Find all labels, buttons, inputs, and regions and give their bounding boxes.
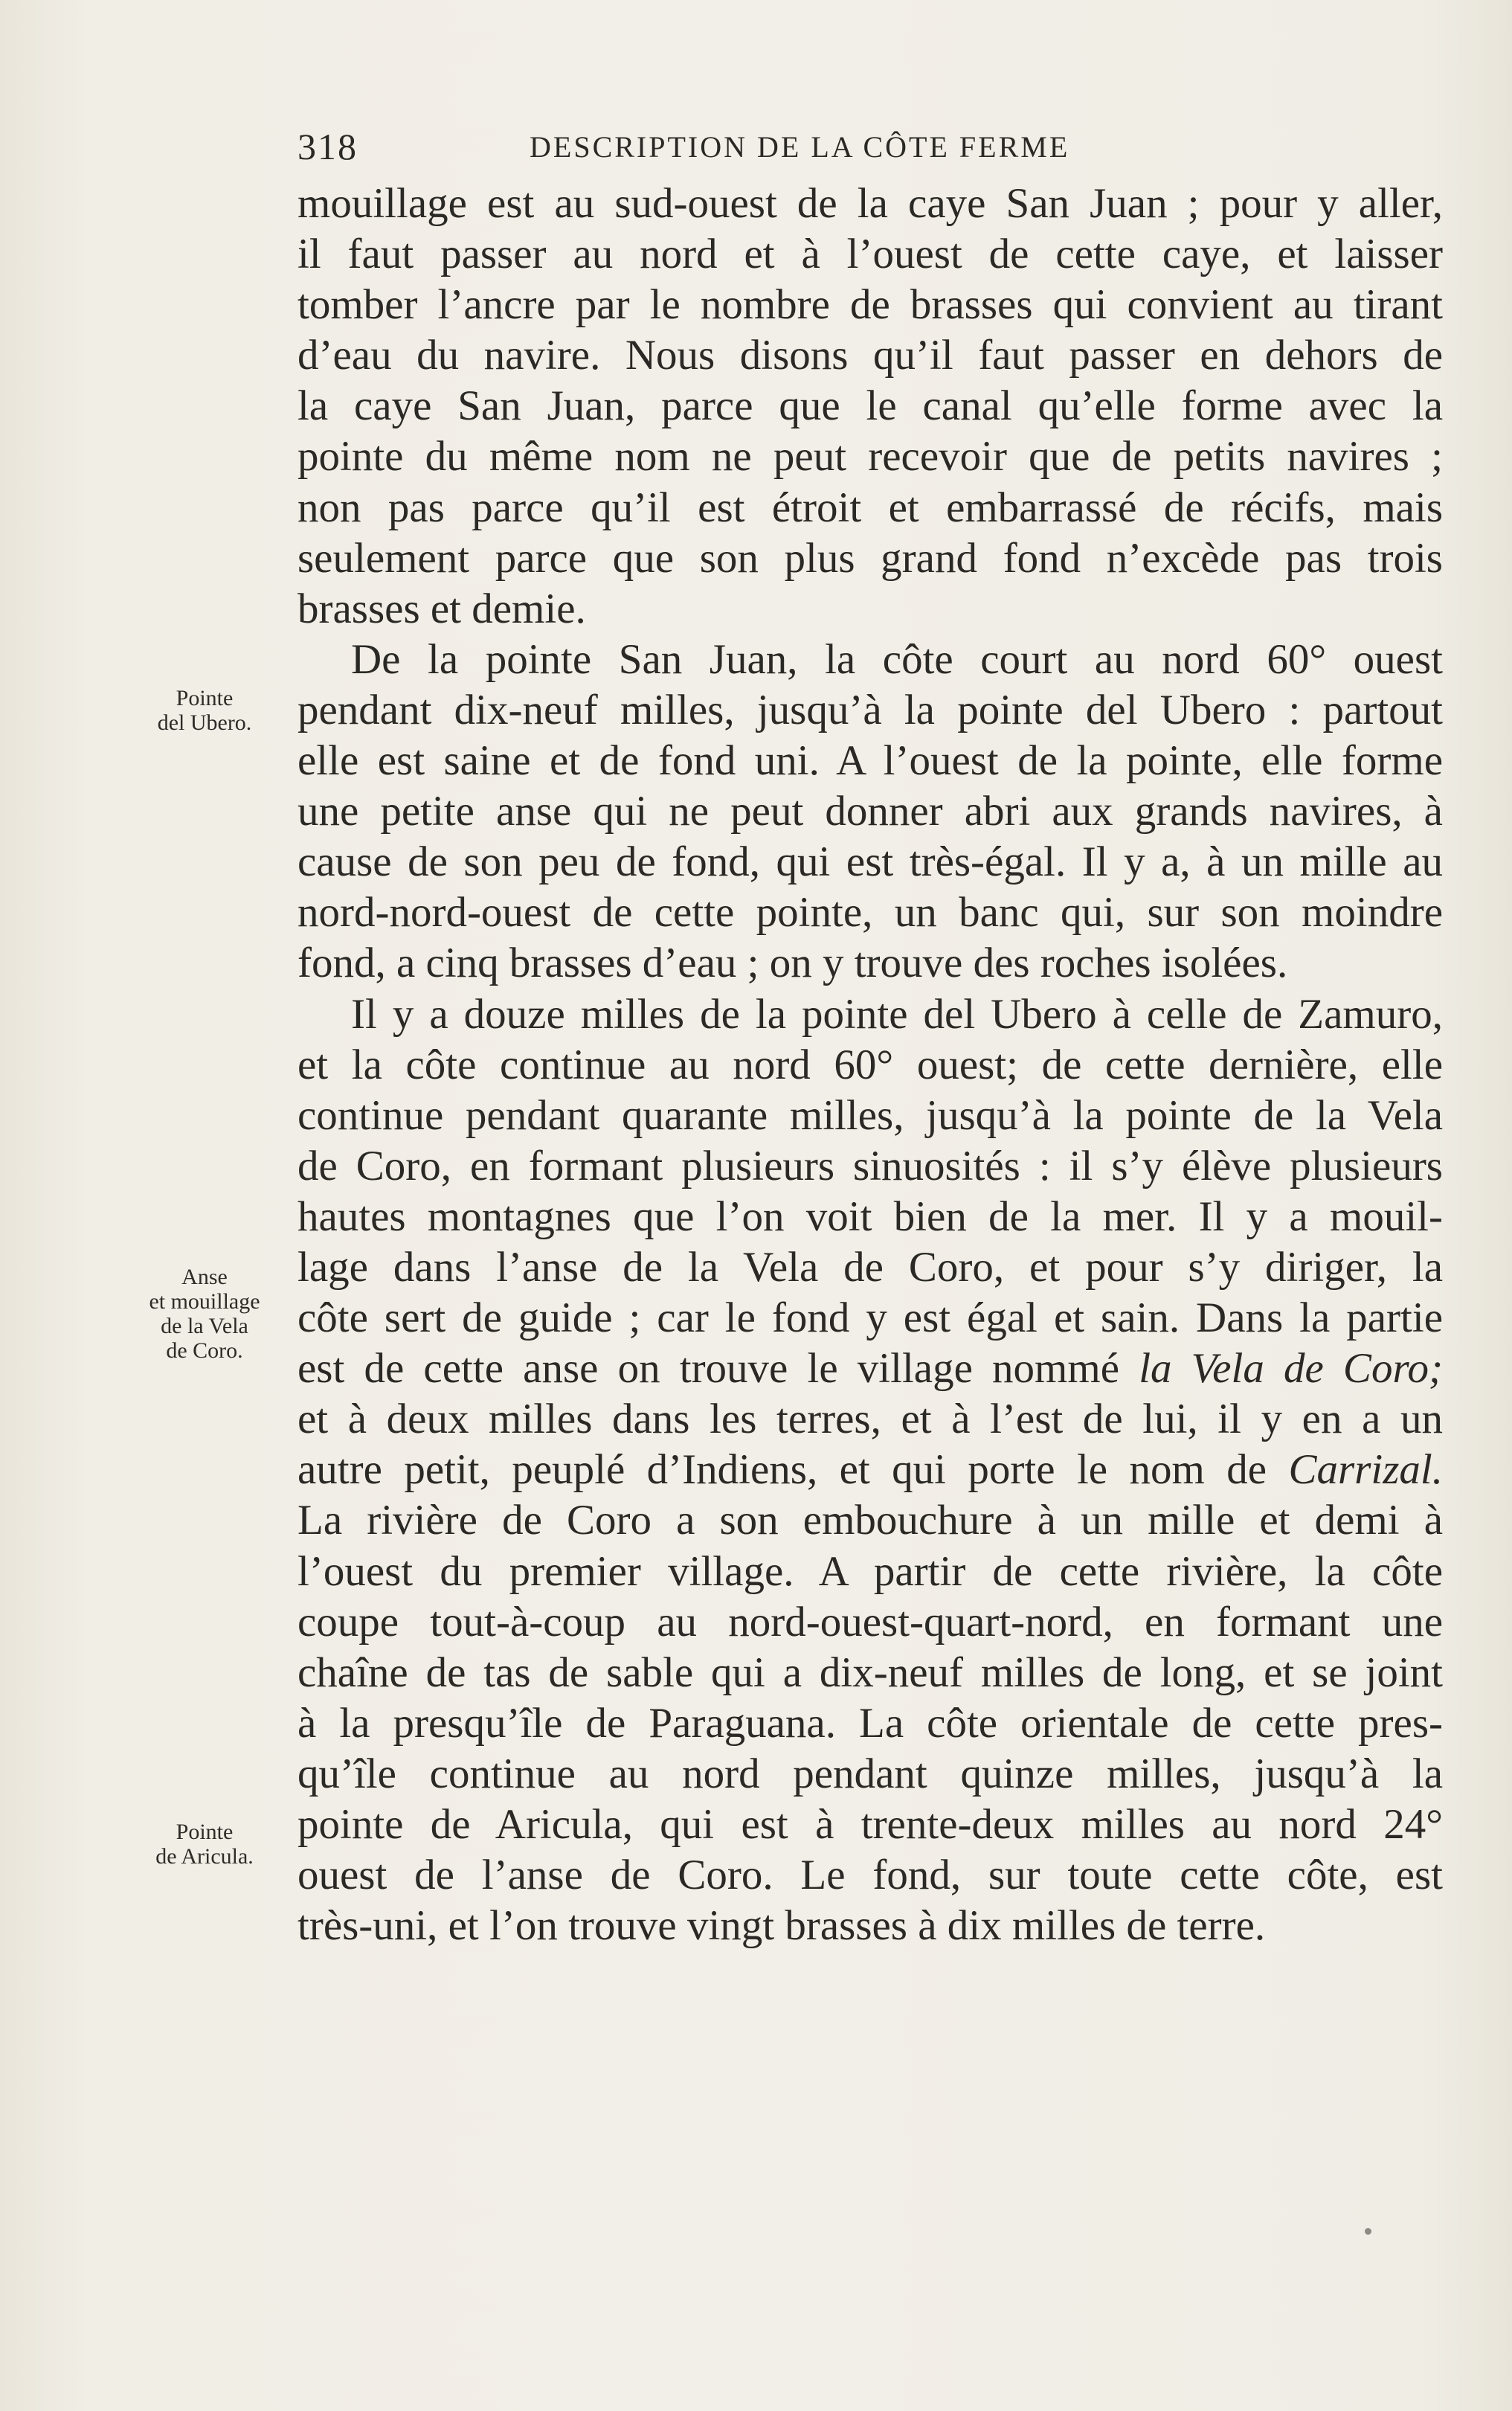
italic-place-name: la Vela de Coro;: [1139, 1345, 1443, 1393]
text-line-with-italic: [297, 1343, 1443, 1394]
text-line: d’eau du navire. Nous disons qu’il faut passer en dehors de: [297, 332, 1443, 379]
text-line: à la presqu’île de Paraguana. La côte orientale de cette pres-: [297, 1699, 1443, 1747]
margin-note-line: de Coro.: [166, 1338, 243, 1363]
text-line: et à deux milles dans les terres, et à l’est de lui, il y en a un: [297, 1396, 1443, 1443]
text-line: qu’île continue au nord pendant quinze milles, jusqu’à la: [297, 1750, 1443, 1797]
text-line: non pas parce qu’il est étroit et embarrassé de récifs, mais: [297, 484, 1443, 531]
text-line: La rivière de Coro a son embouchure à un mille et demi à: [297, 1497, 1443, 1544]
margin-note-anse-vela-de-coro: [123, 1265, 286, 1363]
text-line: pendant dix-neuf milles, jusqu’à la pointe del Ubero : partout: [297, 686, 1443, 733]
page-number: 318: [297, 126, 358, 167]
running-header: [297, 125, 1201, 170]
margin-note-line: Anse: [181, 1265, 228, 1289]
text-line: de Coro, en formant plusieurs sinuosités : il s’y élève plusieurs: [297, 1142, 1443, 1190]
text-line-with-italic: [297, 1445, 1443, 1495]
text-line: une petite anse qui ne peut donner abri aux grands navires, à: [297, 788, 1443, 835]
paragraph-start-line: Il y a douze milles de la pointe del Ubero à celle de Zamuro,: [351, 990, 1443, 1038]
text-line: mouillage est au sud-ouest de la caye San Juan ; pour y aller,: [297, 180, 1443, 227]
margin-note-line: et mouillage: [149, 1289, 260, 1314]
text-line: pointe du même nom ne peut recevoir que de petits navires ;: [297, 433, 1443, 481]
margin-note-pointe-del-ubero: [123, 686, 286, 735]
text-line: et la côte continue au nord 60° ouest; de cette dernière, elle: [297, 1041, 1443, 1088]
text-line: ouest de l’anse de Coro. Le fond, sur toute cette côte, est: [297, 1852, 1443, 1899]
text-line: continue pendant quarante milles, jusqu’à la pointe de la Vela: [297, 1091, 1443, 1139]
text-line: elle est saine et de fond uni. A l’ouest de la pointe, elle forme: [297, 737, 1443, 785]
text-segment: est de cette anse on trouve le village nommé: [297, 1345, 1120, 1393]
text-line: tomber l’ancre par le nombre de brasses qui convient au tirant: [297, 281, 1443, 329]
italic-place-name: Carrizal.: [1288, 1446, 1443, 1494]
margin-note-line: de la Vela: [161, 1314, 248, 1338]
margin-note-line: Pointe: [176, 686, 234, 710]
text-line: seulement parce que son plus grand fond n’excède pas trois: [297, 534, 1443, 582]
margin-note-pointe-de-aricula: [123, 1820, 286, 1869]
text-line: coupe tout-à-coup au nord-ouest-quart-nord, en formant une: [297, 1598, 1443, 1646]
margin-note-line: Pointe: [176, 1820, 234, 1844]
running-title: DESCRIPTION DE LA CÔTE FERME: [530, 130, 1070, 164]
text-line: l’ouest du premier village. A partir de cette rivière, la côte: [297, 1547, 1443, 1595]
text-line: il faut passer au nord et à l’ouest de cette caye, et laisser: [297, 231, 1443, 278]
text-line: la caye San Juan, parce que le canal qu’elle forme avec la: [297, 382, 1443, 430]
text-line: fond, a cinq brasses d’eau ; on y trouve des roches isolées.: [297, 940, 1288, 987]
margin-note-line: del Ubero.: [157, 710, 252, 735]
text-line: pointe de Aricula, qui est à trente-deux milles au nord 24°: [297, 1801, 1443, 1848]
text-line: brasses et demie.: [297, 585, 586, 632]
text-segment: autre petit, peuplé d’Indiens, et qui porte le nom de: [297, 1446, 1267, 1494]
text-line: très-uni, et l’on trouve vingt brasses à dix milles de terre.: [297, 1902, 1266, 1950]
text-line: chaîne de tas de sable qui a dix-neuf milles de long, et se joint: [297, 1648, 1443, 1696]
paragraph-start-line: De la pointe San Juan, la côte court au nord 60° ouest: [351, 635, 1443, 683]
margin-note-line: de Aricula.: [155, 1844, 254, 1869]
text-line: cause de son peu de fond, qui est très-égal. Il y a, à un mille au: [297, 838, 1443, 886]
text-line: hautes montagnes que l’on voit bien de la mer. Il y a mouil-: [297, 1192, 1443, 1240]
paper-speck: [1365, 2228, 1371, 2235]
text-line: nord-nord-ouest de cette pointe, un banc qui, sur son moindre: [297, 889, 1443, 937]
body-text: [297, 179, 1443, 1951]
text-line: côte sert de guide ; car le fond y est égal et sain. Dans la partie: [297, 1294, 1443, 1342]
text-line: lage dans l’anse de la Vela de Coro, et pour s’y diriger, la: [297, 1243, 1443, 1291]
